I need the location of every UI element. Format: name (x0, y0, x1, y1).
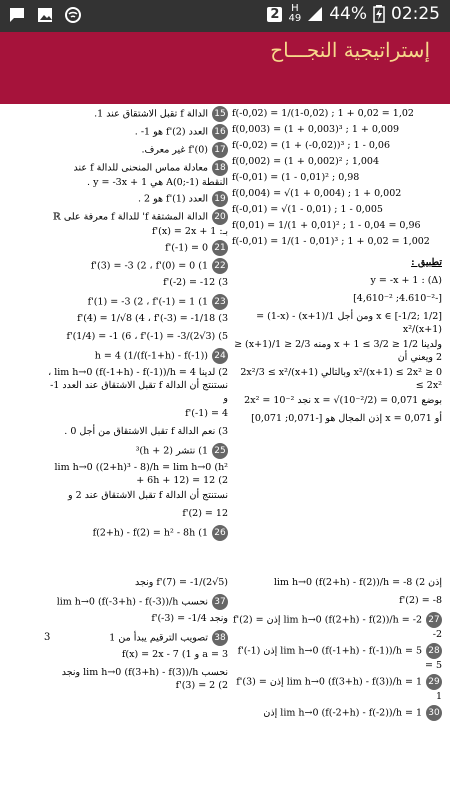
answer-item: نستنتج أن الدالة f تقبل الاشتقاق عند 2 و (68, 490, 228, 501)
answer-item: lim h→0 ((2+h)³ - 8)/h = lim h→0 (h² + 6h + 12) = 12 (2 (54, 462, 228, 486)
answer-item: f'(-2) = -12 (3 (163, 277, 228, 288)
battery-icon (373, 5, 385, 23)
answer-item: 16العدد f'(2) هو 1- . (48, 124, 228, 140)
answer-item: 37نحسب lim h→0 (f(-3+h) - f(-3))/h (48, 594, 228, 610)
application-line: x ∈ [-1/2; 1/2] ومن أجل 1/(x+1) - (1-x) = x²/(x+1) (256, 311, 442, 335)
document-page[interactable] (0, 104, 450, 800)
status-bar (0, 0, 450, 32)
answer-item: a = 3 و f(x) = 2x - 7 (1 (121, 649, 228, 660)
answer-item: 2) لدينا lim h→0 (f(-1+h) - f(-1))/h = 4 ، نستنتج أن الدالة f تقبل الاشتقاق عند العدد 1- و (48, 367, 228, 404)
formula-line: f(-0,02) = 1/(1-0,02) ; 1 + 0,02 = 1,02 (232, 108, 414, 119)
answer-item: ونجد f'(-3) = -1/4 (151, 613, 228, 624)
formula-line: f(0,002) = (1 + 0,002)² ; 1,004 (232, 156, 380, 167)
sim-badge: 2 (267, 7, 282, 22)
page-number: 3 (44, 632, 51, 643)
clock: 02:25 (391, 4, 440, 24)
answer-item: 24(f(-1+h) - f(-1))/h = 4 (1 (48, 348, 228, 364)
answer-item: f'(7) = -1/(2√5) ونجد (135, 577, 228, 588)
formula-line: f(0,01) = 1/(1 + 0,01)² ; 1 - 0,04 = 0,96 (232, 220, 421, 231)
application-line: بوضع x = √(10⁻²/2) = 0,071 نجد 2x² = 10⁻² (244, 395, 442, 406)
answer-item: 38تصويب الترقيم يبدأ من 1 (48, 630, 228, 646)
formula-line: f(-0,01) = 1/(1 - 0,01)³ ; 1 + 0,02 = 1,002 (232, 236, 430, 247)
answer-item: 15الدالة f تقبل الاشتقاق عند 1. (48, 106, 228, 122)
image-icon (36, 6, 54, 24)
application-line: y = -x + 1 : (Δ) (370, 275, 442, 286)
answer-item: 30lim h→0 (f(-2+h) - f(-2))/h = 1 إذن (232, 705, 442, 721)
formula-line: f(-0,01) = √(1 - 0,01) ; 1 - 0,005 (232, 204, 383, 215)
application-line: [-4.610⁻²; 4,610⁻²] (353, 293, 442, 304)
app-title: إستراتيجية النجـــاح (270, 38, 430, 62)
answer-item: 23f'(1) = -3 (2 ، f'(-1) = 1 (1 (48, 294, 228, 310)
left-column (48, 104, 228, 543)
answer-item: 18معادلة مماس المنحنى للدالة f عند النقطة A(0;-1) هي y = -3x + 1 . (48, 160, 228, 189)
application-title: تطبيق : (411, 257, 442, 268)
message-icon (8, 6, 26, 24)
answer-item: 19العدد f'(1) هو 2 . (48, 191, 228, 207)
application-line: 0 ≤ x²/(x+1) ≤ 2x² وبالتالي 2x²/3 ≤ x²/(x+1) ≤ 2x² (240, 367, 442, 391)
network-type: H 49 (288, 3, 302, 24)
bottom-left-column (48, 574, 228, 694)
application-line: أو x = 0,071 إذن المجال هو [-0,071; 0,071] (251, 413, 442, 424)
application-line: ولدينا 1/2 ≤ x + 1 ≤ 3/2 ومنه 2/3 ≤ 1/(x+1) ≤ 2 ويعني أن (234, 339, 442, 363)
formula-line: f(-0,01) = (1 - 0,01)² ; 0,98 (232, 172, 360, 183)
answer-item: 28lim h→0 (f(-1+h) - f(-1))/h = 5 إذن f'(-1) = 5 (232, 643, 442, 672)
answer-item: 21f'(-1) = 0 (48, 240, 228, 256)
answer-item: إذن lim h→0 (f(2+h) - f(2))/h = -8 (2 (273, 577, 442, 588)
answer-item: f'(4) = 1/√8 (4 ، f'(-3) = -1/18 (3 (77, 313, 228, 324)
answer-item: 26f(2+h) - f(2) = h² - 8h (1 (48, 525, 228, 541)
answer-item: نحسب lim h→0 (f(3+h) - f(3))/h ونجد f'(3) = 2 (2 (61, 667, 228, 691)
formula-line: f(0,004) = √(1 + 0,004) ; 1 + 0,002 (232, 188, 402, 199)
answer-item: 29lim h→0 (f(3+h) - f(3))/h = 1 إذن f'(3) = 1 (232, 674, 442, 703)
answer-item: f'(-1) = 4 (185, 408, 228, 419)
answer-item: f'(2) = -8 (399, 595, 442, 606)
answer-item: f'(1/4) = -1 (6 ، f'(-1) = -3/(2√3) (5 (66, 331, 228, 342)
wifi-icon (64, 6, 82, 24)
answer-item: 20الدالة المشتقة f' للدالة f معرفة على ℝ بـ: f'(x) = 2x + 1 (48, 209, 228, 238)
answer-item: f'(2) = 12 (182, 508, 228, 519)
answer-item: 3) نعم الدالة f تقبل الاشتقاق من أجل 0 . (64, 426, 228, 437)
battery-percent: 44% (329, 4, 367, 24)
app-bar (0, 32, 450, 106)
signal-icon (307, 6, 323, 22)
formula-line: f(-0,02) = (1 + (-0,02))³ ; 1 - 0,06 (232, 140, 391, 151)
right-column (232, 104, 442, 430)
answer-item: 251) نتشر (2 + h)³ (48, 443, 228, 459)
answer-item: 17f'(0) غير معرف. (48, 142, 228, 158)
formula-line: f(0,003) = (1 + 0,003)³ ; 1 + 0,009 (232, 124, 400, 135)
answer-item: 27lim h→0 (f(2+h) - f(2))/h = -2 إذن f'(2) = -2 (232, 612, 442, 641)
bottom-right-column (232, 574, 442, 723)
answer-item: 22f'(3) = -3 (2 ، f'(0) = 0 (1 (48, 258, 228, 274)
